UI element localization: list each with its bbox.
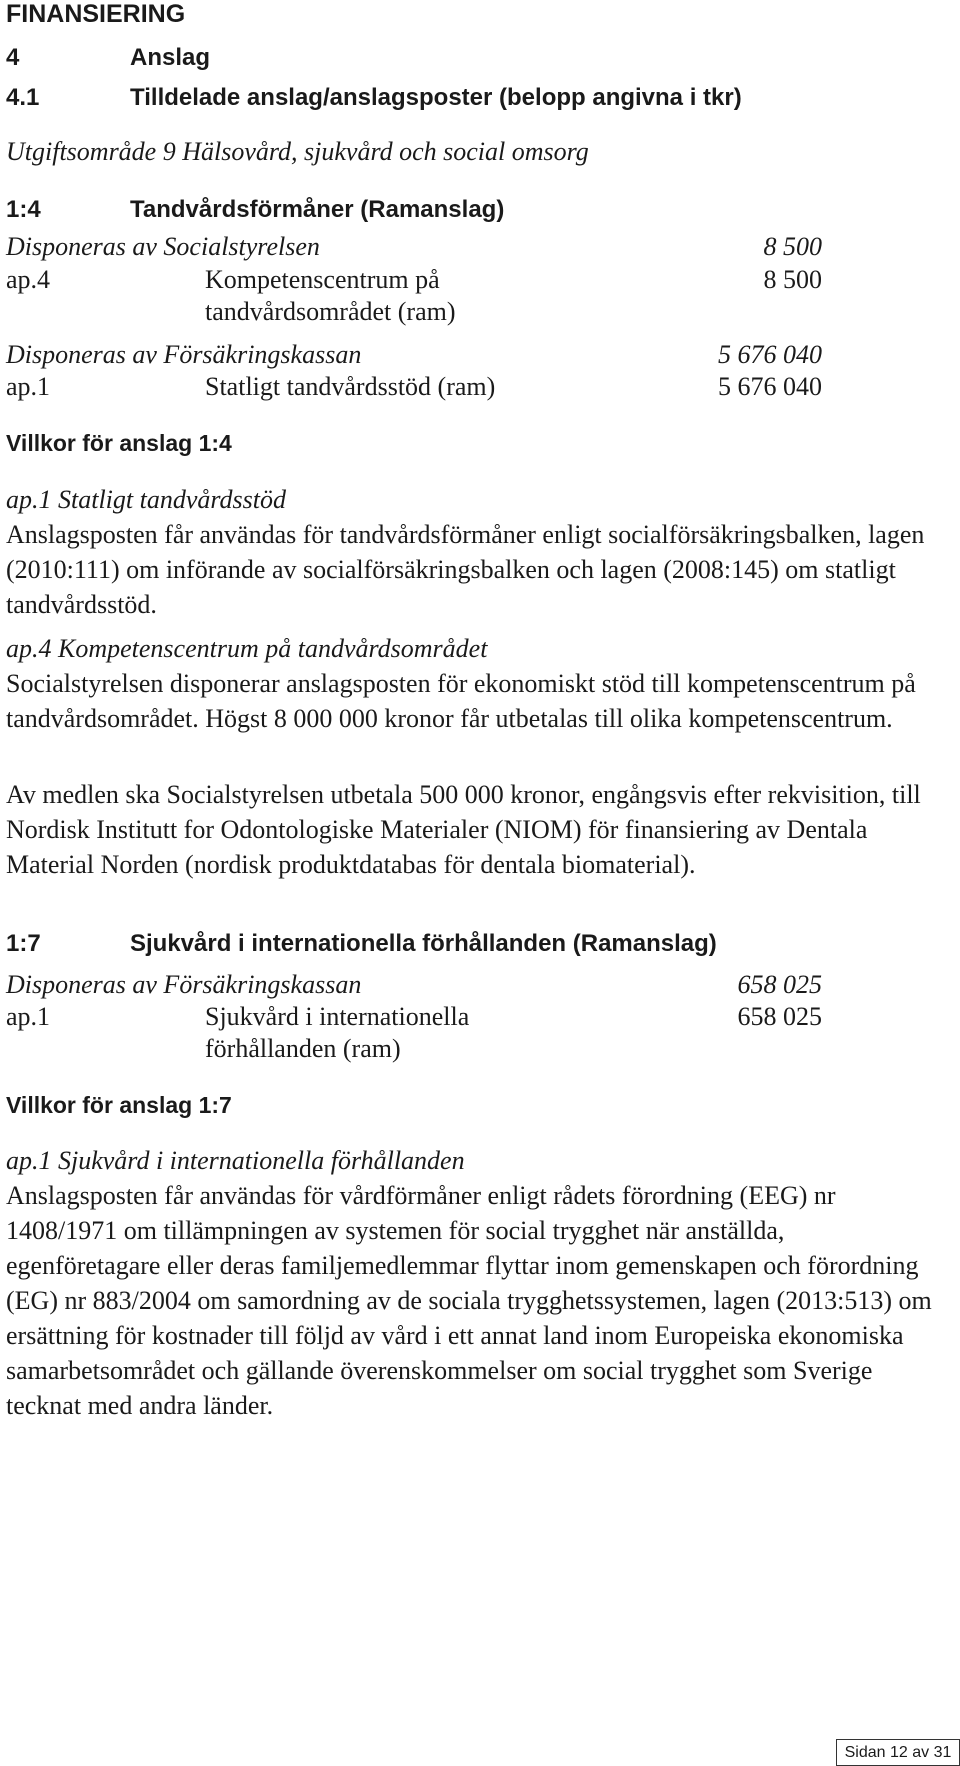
villkor-14-ap4-body2: Av medlen ska Socialstyrelsen utbetala 500 000 kronor, engångsvis efter rekvisition, till Nordisk Institutt for Odontologiske Materialer (NIOM) för finansiering av Dentala Material Norden (nordisk produktdatabas för dentala biomaterial). (6, 780, 921, 879)
villkor-17-ap1-body: Anslagsposten får användas för vårdförmåner enligt rådets förordning (EEG) nr 1408/1971 om tillämpningen av systemen för social trygghet när anställda, egenföretagare eller deras familjemedlemmar flyttar inom gemenskapen och förordning (EG) nr 883/2004 om samordning av de sociala trygghetssystemen, lagen (2013:513) om ersättning för kostnader till följd av vård i ett annat land inom Europeiska ekonomiska samarbetsområdet och gällande överenskommelser om social trygghet som Sverige tecknat med andra länder. (6, 1181, 932, 1420)
ap1-amount: 5 676 040 (718, 372, 822, 401)
villkor-14-ap4-title: ap.4 Kompetenscentrum på tandvårdsområdet (6, 634, 488, 663)
section-41-number: 4.1 (6, 84, 40, 111)
anslag-17-title: Sjukvård i internationella förhållanden (Ramanslag) (130, 930, 717, 957)
anslag-17-disponeras-amount: 658 025 (737, 970, 822, 999)
disponeras-socialstyrelsen-label: Disponeras av Socialstyrelsen (6, 232, 320, 261)
ap1-text: Statligt tandvårdsstöd (ram) (205, 372, 496, 401)
ap4-label: ap.4 (6, 265, 51, 294)
villkor-14-ap4-body: Socialstyrelsen disponerar anslagsposten för ekonomiskt stöd till kompetenscentrum på tandvårdsområdet. Högst 8 000 000 kronor får utbetalas till olika kompetenscentrum. (6, 669, 916, 733)
utgiftsomrade-heading: Utgiftsområde 9 Hälsovård, sjukvård och social omsorg (6, 137, 589, 166)
ap1-label: ap.1 (6, 372, 51, 401)
anslag-17-ap1-amount: 658 025 (737, 1002, 822, 1031)
anslag-17-ap1-text-line1: Sjukvård i internationella (205, 1002, 470, 1031)
villkor-14-ap1-title: ap.1 Statligt tandvårdsstöd (6, 485, 286, 514)
disponeras-socialstyrelsen-amount: 8 500 (763, 232, 822, 261)
anslag-14-number: 1:4 (6, 196, 41, 223)
villkor-14-ap4-block (6, 631, 936, 736)
section-41-title: Tilldelade anslag/anslagsposter (belopp angivna i tkr) (130, 84, 742, 111)
page-number-footer: Sidan 12 av 31 (836, 1739, 960, 1766)
villkor-14-heading: Villkor för anslag 1:4 (6, 430, 232, 456)
anslag-14-title: Tandvårdsförmåner (Ramanslag) (130, 196, 505, 223)
page-heading: FINANSIERING (6, 0, 186, 28)
anslag-17-number: 1:7 (6, 930, 41, 957)
anslag-17-ap1-text-line2: förhållanden (ram) (205, 1034, 401, 1063)
villkor-14-ap1-body: Anslagsposten får användas för tandvårdsförmåner enligt socialförsäkringsbalken, lagen (2010:111) om införande av socialförsäkringsbalken och lagen (2008:145) om statligt tandvårdsstöd. (6, 520, 925, 619)
villkor-17-ap1-title: ap.1 Sjukvård i internationella förhållanden (6, 1146, 465, 1175)
ap4-text-line2: tandvårdsområdet (ram) (205, 297, 456, 326)
ap4-text-line1: Kompetenscentrum på (205, 265, 440, 294)
villkor-14-ap1-block (6, 482, 936, 622)
ap4-amount: 8 500 (763, 265, 822, 294)
anslag-17-disponeras-label: Disponeras av Försäkringskassan (6, 970, 362, 999)
section-4-number: 4 (6, 44, 20, 71)
disponeras-forsakringskassan-amount: 5 676 040 (718, 340, 822, 369)
villkor-17-heading: Villkor för anslag 1:7 (6, 1092, 232, 1118)
anslag-17-ap1-label: ap.1 (6, 1002, 51, 1031)
villkor-17-ap1-block (6, 1143, 936, 1423)
disponeras-forsakringskassan-label: Disponeras av Försäkringskassan (6, 340, 362, 369)
section-4-title: Anslag (130, 44, 211, 71)
